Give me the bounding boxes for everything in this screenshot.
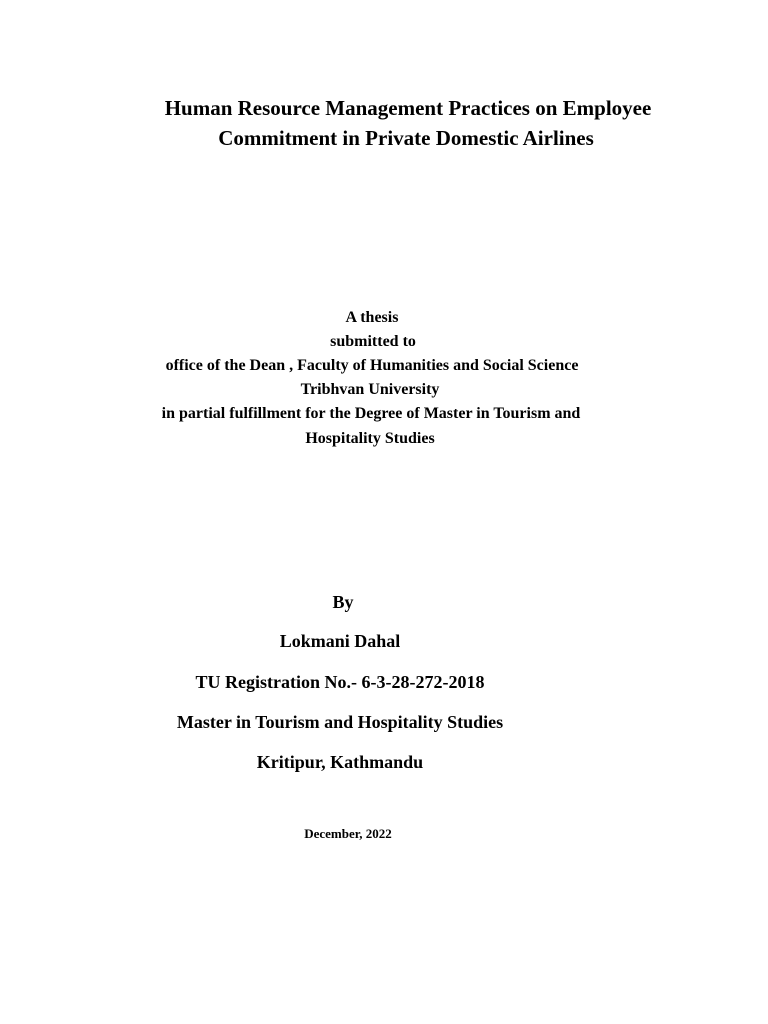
submission-date: December, 2022 [304,826,392,841]
submission-line-6: Hospitality Studies [305,430,435,447]
submission-line-3: office of the Dean , Faculty of Humanities and Social Science [165,357,579,374]
location: Kritipur, Kathmandu [256,752,424,772]
submission-line-2: submitted to [330,333,416,350]
submission-line-5: in partial fulfillment for the Degree of Master in Tourism and [161,405,581,422]
author-name: Lokmani Dahal [279,631,401,651]
submission-line-1: A thesis [345,309,399,326]
registration-number: TU Registration No.- 6-3-28-272-2018 [195,672,485,692]
title-line-2: Commitment in Private Domestic Airlines [218,126,594,150]
title-line-1: Human Resource Management Practices on Employee [164,96,652,120]
submission-line-4: Tribhvan University [300,381,440,398]
degree-program: Master in Tourism and Hospitality Studies [176,712,504,732]
by-label: By [332,592,354,612]
